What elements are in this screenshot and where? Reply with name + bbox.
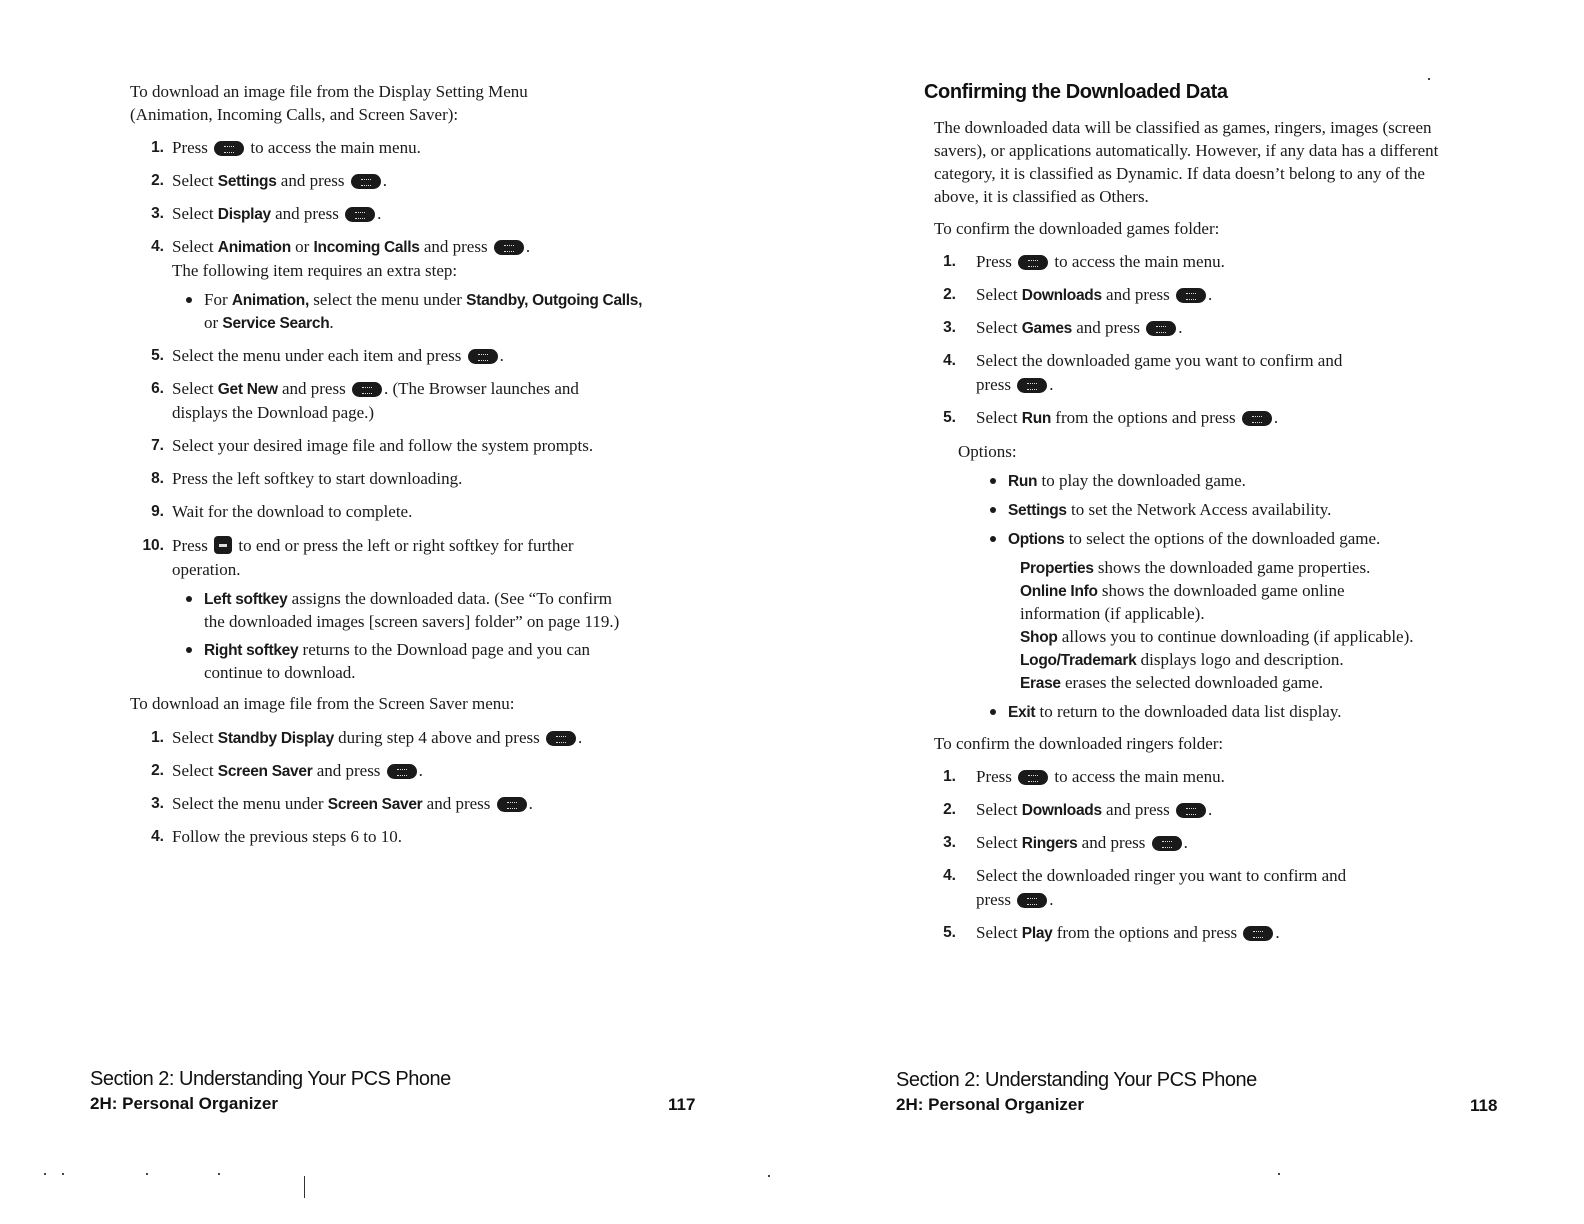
menu-ok-key-icon — [1176, 803, 1206, 818]
menu-ok-key-icon — [214, 141, 244, 156]
page-117: To download an image file from the Display Setting Menu (Animation, Incoming Calls, and Screen Saver): 1. Press to access the main menu. 2. Select Settings and press . 3. Select Display and press . 4. Select Animation or Incoming Calls and press . The following item requires an extra step: For Animation, select the menu under Standby, Outgoing Calls, or Service Search. 5. Select the menu under each item and press . 6. Select Get New and press . (The Browser launches and displays the Download page.) 7. Select your desired image file and follow the system prompts. 8. Press the left softkey to start downloading. 9. Wait for the download to complete. 10. Press to end or press the left or right softkey for further operation. Left softkey assigns the downloaded data. (See “To confirm the downloaded images [screen savers] folder” on page 119.) Right softkey returns to the Download page and you can continue to download. To download an image file from the Screen Saver menu: 1. Select Standby Display during step 4 above and press . 2. Select Screen Saver and press . 3. Select the menu under Screen Saver and press . 4. Follow the previous steps 6 to 10. Section 2: Understanding Your PCS Phone 2H: Personal Organizer 117 — [0, 0, 792, 1224]
menu-ok-key-icon — [1017, 893, 1047, 908]
menu-ok-key-icon — [1018, 255, 1048, 270]
scan-speck — [146, 1173, 148, 1175]
bullet-dot — [186, 297, 192, 303]
menu-ok-key-icon — [494, 240, 524, 255]
menu-ok-key-icon — [352, 382, 382, 397]
intro-screen-saver: To download an image file from the Screen Saver menu: — [130, 694, 515, 713]
page-number: 118 — [1470, 1096, 1498, 1115]
menu-ok-key-icon — [468, 349, 498, 364]
sub-option-online-info-line2: information (if applicable). — [1020, 604, 1205, 623]
end-key-icon — [214, 536, 232, 554]
footer-section-title: Section 2: Understanding Your PCS Phone — [90, 1068, 451, 1090]
bullet-dot — [990, 709, 996, 715]
scan-speck — [768, 1175, 770, 1177]
scan-mark — [304, 1176, 305, 1198]
intro-games: To confirm the downloaded games folder: — [934, 219, 1220, 238]
menu-ok-key-icon — [1018, 770, 1048, 785]
scan-speck — [1428, 78, 1430, 80]
menu-ok-key-icon — [1146, 321, 1176, 336]
bullet-dot — [186, 647, 192, 653]
sub-option-erase: Erase erases the selected downloaded game. — [1020, 673, 1324, 692]
menu-ok-key-icon — [1242, 411, 1272, 426]
footer-section-title: Section 2: Understanding Your PCS Phone — [896, 1069, 1257, 1091]
section-heading: Confirming the Downloaded Data — [924, 81, 1228, 103]
menu-ok-key-icon — [387, 764, 417, 779]
scan-speck — [62, 1173, 64, 1175]
bullet-dot — [990, 478, 996, 484]
menu-ok-key-icon — [497, 797, 527, 812]
menu-ok-key-icon — [1152, 836, 1182, 851]
sub-option-online-info: Online Info shows the downloaded game online — [1020, 581, 1345, 600]
intro-ringers: To confirm the downloaded ringers folder: — [934, 734, 1224, 753]
scan-speck — [1278, 1173, 1280, 1175]
menu-ok-key-icon — [1176, 288, 1206, 303]
footer-subsection: 2H: Personal Organizer — [896, 1095, 1085, 1114]
footer-subsection: 2H: Personal Organizer — [90, 1094, 279, 1113]
bullet-dot — [186, 596, 192, 602]
options-label: Options: — [958, 442, 1017, 461]
bullet-dot — [990, 536, 996, 542]
bullet-dot — [990, 507, 996, 513]
page-118: Confirming the Downloaded Data The downloaded data will be classified as games, ringers, images (screen savers), or applications automatically. However, if any data has a different category, it is classified as Dynamic. If data doesn’t belong to any of the above, it is classified as Others. To confirm the downloaded games folder: 1. Press to access the main menu. 2. Select Downloads and press . 3. Select Games and press . 4. Select the downloaded game you want to confirm and press . 5. Select Run from the options and press . Options: Run to play the downloaded game. Settings to set the Network Access availability. Options to select the options of the downloaded game. Properties shows the downloaded game properties. Online Info shows the downloaded game online information (if applicable). Shop allows you to continue downloading (if applicable). Logo/Trademark displays logo and description. Erase erases the selected downloaded game. Exit to return to the downloaded data list display. To confirm the downloaded ringers folder: 1. Press to access the main menu. 2. Select Downloads and press . 3. Select Ringers and press . 4. Select the downloaded ringer you want to confirm and press . 5. Select Play from the options and press . Section 2: Understanding Your PCS Phone 2H: Personal Organizer 118 — [792, 0, 1584, 1224]
menu-ok-key-icon — [345, 207, 375, 222]
sub-option-shop: Shop allows you to continue downloading (if applicable). — [1020, 627, 1414, 646]
intro-display-setting: To download an image file from the Display Setting Menu (Animation, Incoming Calls, and Screen Saver): — [130, 82, 528, 124]
sub-option-properties: Properties shows the downloaded game properties. — [1020, 558, 1371, 577]
page-number: 117 — [668, 1095, 696, 1114]
menu-ok-key-icon — [351, 174, 381, 189]
scan-speck — [44, 1173, 46, 1175]
scan-speck — [218, 1173, 220, 1175]
intro-paragraph: The downloaded data will be classified as games, ringers, images (screen savers), or applications automatically. However, if any data has a different category, it is classified as Dynamic. If data doesn’t belong to any of the above, it is classified as Others. — [934, 118, 1439, 206]
menu-ok-key-icon — [546, 731, 576, 746]
menu-ok-key-icon — [1243, 926, 1273, 941]
sub-option-logo: Logo/Trademark displays logo and description. — [1020, 650, 1344, 669]
menu-ok-key-icon — [1017, 378, 1047, 393]
